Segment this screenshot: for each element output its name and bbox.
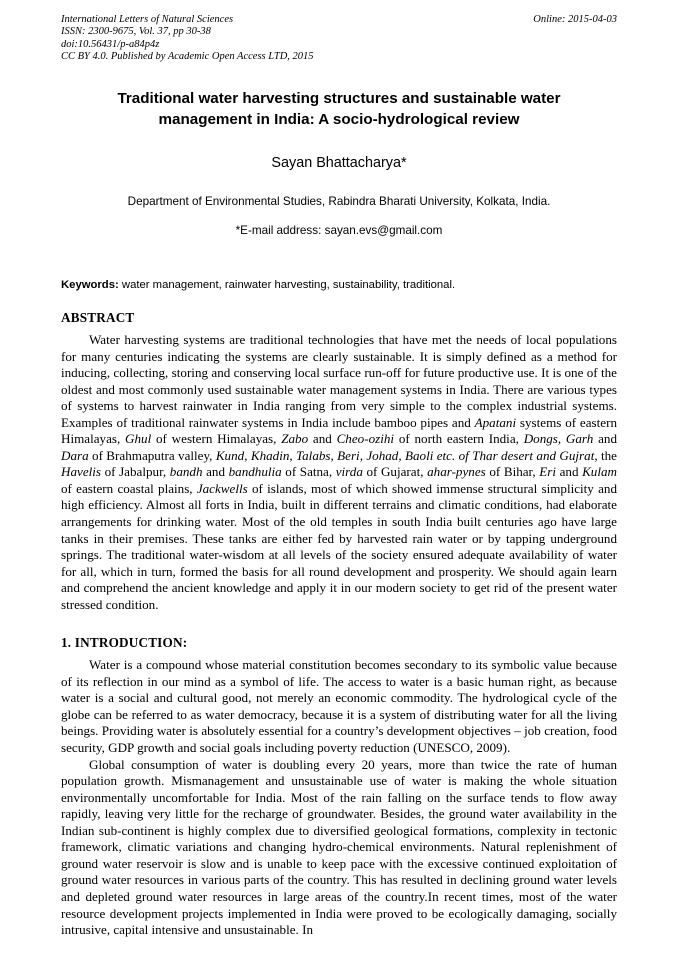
abstract-text-13: of Bihar,: [485, 464, 540, 480]
journal-doi: doi:10.56431/p-a84p4z: [61, 38, 160, 50]
abstract-text-1: Water harvesting systems are traditional technologies that have met the needs of local populations for many centuries indicating the systems are clearly sustainable. It is simply defined as a method for inducing, collecting, storing and conserving local surface run-off for future productive use. It is one of the oldest and most commonly used sustainable water management systems in India. There are various types of systems to harvest rainwater in India ranging from very simple to the complex industrial systems. Examples of traditional rainwater systems in India include bamboo pipes and: [61, 332, 617, 430]
term-dara: Dara: [61, 447, 89, 463]
term-bandhulia: bandhulia: [228, 464, 282, 480]
introduction-paragraph-1: Water is a compound whose material constitution becomes secondary to its symbolic value because of its reflection in our mind as a symbol of life. The access to water is a basic human right, as because water is a social and cultural good, not merely an economic commodity. The hydrological cycle of the globe can be referred to as water democracy, because it is a system of distributing water for all the living beings. Providing water is absolutely essential for a country’s development objectives – job creation, food security, GDP growth and social goals including poverty reduction (UNESCO, 2009).: [61, 657, 617, 756]
journal-header: [61, 14, 617, 72]
author-email: *E-mail address: sayan.evs@gmail.com: [235, 224, 443, 237]
abstract-text-6: and: [593, 431, 617, 447]
journal-issn: ISSN: 2300-9675, Vol. 37, pp 30-38: [61, 26, 211, 38]
term-bandh: bandh: [169, 464, 203, 480]
abstract-text-15: of eastern coastal plains,: [61, 480, 197, 496]
keywords-label: Keywords:: [61, 279, 119, 291]
abstract-text-10: and: [202, 464, 229, 480]
abstract-text-7: of Brahmaputra valley,: [88, 447, 216, 463]
term-havelis: Havelis: [61, 464, 101, 480]
keywords-line: [61, 279, 617, 291]
abstract-text-8: the: [597, 447, 617, 463]
term-ghul: Ghul: [125, 431, 152, 447]
introduction-heading: 1. INTRODUCTION:: [61, 635, 188, 651]
term-ahar-pynes: ahar-pynes: [427, 464, 486, 480]
term-apatani: Apatani: [474, 414, 517, 430]
term-zabo: Zabo: [281, 431, 309, 447]
keywords-value: water management, rainwater harvesting, sustainability, traditional.: [118, 279, 456, 291]
journal-name: International Letters of Natural Sciences: [61, 14, 234, 25]
page-title: Traditional water harvesting structures and sustainable water management in India: A socio-hydrological review: [117, 90, 561, 128]
term-eri: Eri: [539, 464, 556, 480]
author-name: Sayan Bhattacharya*: [271, 155, 407, 171]
journal-license: CC BY 4.0. Published by Academic Open Access LTD, 2015: [61, 51, 314, 63]
term-jackwells: Jackwells: [196, 480, 248, 496]
term-virda: virda: [335, 464, 363, 480]
online-date: Online: 2015-04-03: [533, 14, 617, 25]
term-cheo-ozihi: Cheo-ozihi: [336, 431, 395, 447]
term-kulam: Kulam: [582, 464, 617, 480]
abstract-text-4: and: [308, 431, 337, 447]
abstract-text-9: of Jabalpur,: [101, 464, 170, 480]
term-kund-khadin: Kund, Khadin, Talabs, Beri, Johad, Baoli etc. of Thar desert and Gujrat,: [215, 447, 598, 463]
abstract-paragraph: [61, 332, 617, 613]
author-affiliation: Department of Environmental Studies, Rabindra Bharati University, Kolkata, India.: [127, 195, 551, 208]
abstract-text-5: of north eastern India,: [394, 431, 524, 447]
abstract-text-3: of western Himalayas,: [151, 431, 282, 447]
abstract-text-14: and: [556, 464, 583, 480]
abstract-text-16: of islands, most of which showed immense structural simplicity and high efficiency. Almost all forts in India, built in different terrains and climatic conditions, had elaborate arrangements for drinking water. Most of the old temples in south India built centuries ago have large tanks in their premises. These tanks are either fed by harvested rain water or by tapping underground springs. The traditional water-wisdom at all levels of the society ensured adequate availability of water for all, which in turn, formed the basis for all round development and prosperity. We should again learn and comprehend the ancient knowledge and apply it in our modern society to get rid of the present water stressed condition.: [61, 480, 617, 612]
term-dongs-garh: Dongs, Garh: [523, 431, 594, 447]
abstract-heading: ABSTRACT: [61, 310, 135, 325]
abstract-text-11: of Satna,: [281, 464, 336, 480]
abstract-text-12: of Gujarat,: [362, 464, 428, 480]
abstract-text-2: systems of eastern Himalayas,: [61, 414, 617, 447]
introduction-paragraph-2: Global consumption of water is doubling every 20 years, more than twice the rate of human population growth. Mismanagement and unsustainable use of water is making the whole situation environmentally uncomfortable for India. Most of the rain falling on the surface tends to flow away rapidly, leaving very little for the recharge of groundwater. Besides, the ground water availability in the Indian sub-continent is highly complex due to diversified geological formations, complexity in tectonic framework, climatic variations and changing hydro-chemical environments. Natural replenishment of ground water reservoir is slow and is unable to keep pace with the excessive continued exploitation of ground water resources in various parts of the country. This has resulted in declining ground water levels and depleted ground water resources in large areas of the country.In recent times, most of the water resource development projects implemented in India were proved to be ecologically damaging, socially intrusive, capital intensive and unsustainable. In: [61, 756, 617, 938]
